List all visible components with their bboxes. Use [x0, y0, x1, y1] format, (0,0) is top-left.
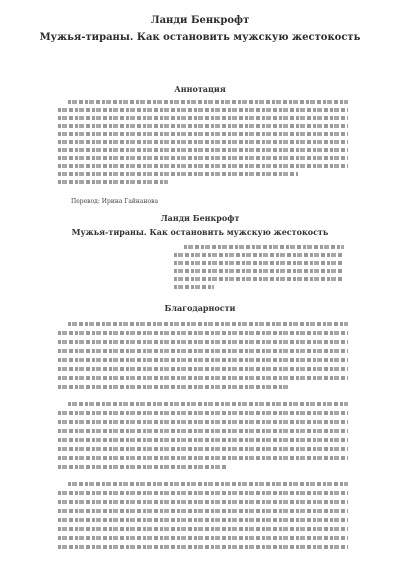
author-name: Ланди Бенкрофт [150, 15, 250, 26]
abstract-heading: Аннотация [174, 84, 226, 94]
book-title: Мужья-тираны. Как остановить мужскую жестокость [39, 32, 361, 43]
acknowledgements-heading: Благодарности [164, 303, 236, 313]
dedication-block [174, 245, 344, 289]
translator-credit: Перевод: Ирина Гайнанова [71, 198, 159, 205]
acknowledgements-text-block [58, 322, 348, 552]
book-title-repeat: Мужья-тираны. Как остановить мужскую жестокость [71, 227, 329, 237]
abstract-text-block [58, 100, 348, 190]
author-name-repeat: Ланди Бенкрофт [160, 213, 240, 223]
second-header [0, 213, 400, 238]
header [0, 14, 400, 44]
